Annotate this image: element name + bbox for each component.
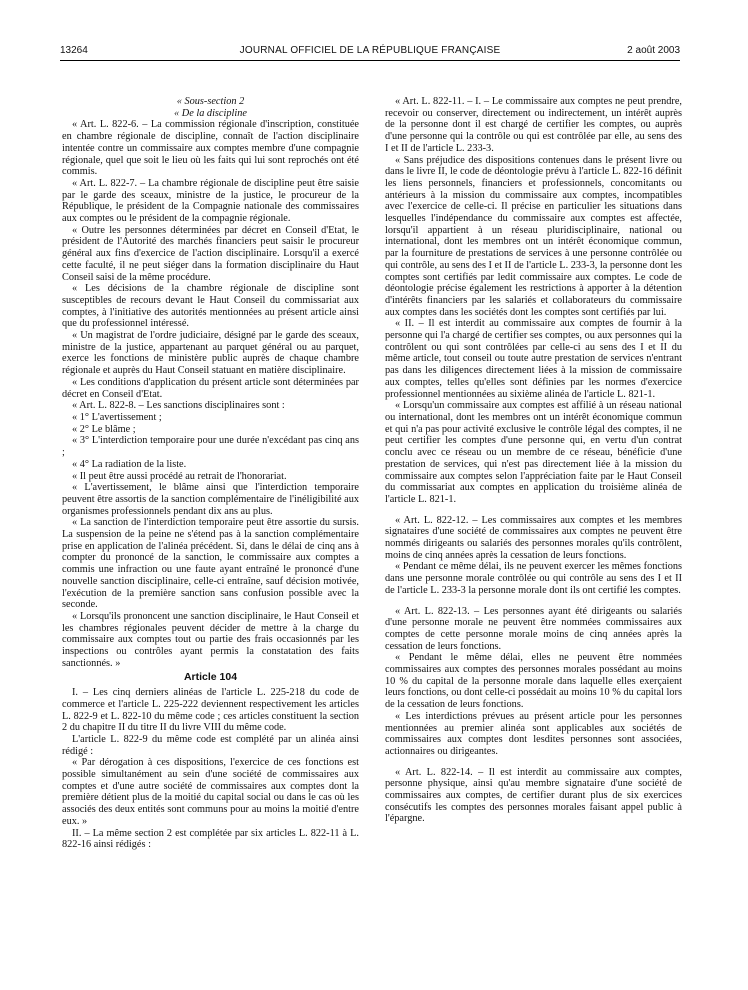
publication-date: 2 août 2003	[627, 45, 680, 56]
paragraph: II. – La même section 2 est complétée par six articles L. 822-11 à L. 822-16 ainsi rédigés :	[62, 827, 359, 851]
paragraph: « Art. L. 822-12. – Les commissaires aux comptes et les membres signataires d'une société de commissaires aux comptes ne peuvent être nommés dirigeants ou salariés des personnes morales qu'ils contrôlent, moins de cinq années après la cessation de leurs fonctions.	[385, 514, 682, 561]
article-heading: Article 104	[183, 671, 238, 684]
subsection-subtitle: « De la discipline	[174, 107, 247, 119]
list-item: « 2° Le blâme ;	[72, 423, 136, 435]
paragraph: « Art. L. 822-7. – La chambre régionale de discipline peut être saisie par le garde des sceaux, ministre de la justice, le procureur de la République, le président de la Compagnie nationale des commissaires aux comptes ou le président de la compagnie régionale.	[62, 177, 359, 225]
page-header	[60, 45, 680, 59]
paragraph: « Un magistrat de l'ordre judiciaire, désigné par le garde des sceaux, ministre de la justice, appartenant au parquet général ou au parquet, exerce les fonctions de ministère public auprès de chaque chambre régionale et auprès du Haut Conseil statuant en matière disciplinaire.	[62, 330, 359, 377]
page-number: 13264	[60, 45, 88, 56]
paragraph: « Les conditions d'application du présent article sont déterminées par décret en Conseil d'Etat.	[62, 376, 359, 400]
paragraph: « Outre les personnes déterminées par décret en Conseil d'Etat, le président de l'Autorité des marchés financiers peut saisir le procureur général aux fins d'exercice de l'action disciplinaire. Lorsqu'il a exercé cette faculté, il ne peut siéger dans la formation disciplinaire du Haut Conseil saisi de la même procédure.	[62, 224, 359, 283]
list-item: « 1° L'avertissement ;	[72, 411, 162, 423]
paragraph: « Lorsqu'un commissaire aux comptes est affilié à un réseau national ou international, dont les membres ont un intérêt économique commun et qui n'a pas pour activité exclusive le contrôle légal des comptes, il ne peut certifier les comptes d'une personne qui, en vertu d'un contrat conclu avec ce réseau ou un membre de ce réseau, bénéficie d'une prestation de services, qui n'est pas directement liée à la mission du commissaire aux comptes selon l'appréciation faite par le Haut Conseil du commissariat aux comptes en application du troisième alinéa de l'article L. 821-1.	[385, 400, 682, 505]
paragraph: « La sanction de l'interdiction temporaire peut être assortie du sursis. La suspension de la peine ne s'étend pas à la sanction complémentaire prise en application de l'alinéa précédent. Si, dans le délai de cinq ans à compter du prononcé de la sanction, le commissaire aux comptes a commis une infraction ou une faute ayant entraîné le prononcé d'une nouvelle sanction disciplinaire, celle-ci entraîne, sauf décision motivée, l'exécution de la première sanction sans confusion possible avec la seconde.	[62, 517, 359, 611]
paragraph: « Pendant le même délai, elles ne peuvent être nommées commissaires aux comptes des personnes morales possédant au moins 10 % du capital de la personne morale dans laquelle elles exerçaient leurs fonctions, ou dont celle-ci possédait au moins 10 % du capital lors de la cessation de leurs fonctions.	[385, 652, 682, 711]
paragraph: « Les décisions de la chambre régionale de discipline sont susceptibles de recours devant le Haut Conseil du commissariat aux comptes, à l'initiative des autorités mentionnées au présent article ainsi que du professionnel intéressé.	[62, 283, 359, 330]
paragraph: « II. – Il est interdit au commissaire aux comptes de fournir à la personne qui l'a chargé de certifier ses comptes, ou aux personnes qui la contrôlent ou qui sont contrôlées par celle-ci au sens des I et II du même article, tout conseil ou toute autre prestation de services n'entrant pas dans les diligences directement liées à la mission de commissaire aux comptes, telles qu'elles sont définies par les normes d'exercice professionnel mentionnées au sixième alinéa de l'article L. 821-1.	[385, 318, 682, 400]
paragraph: « Lorsqu'ils prononcent une sanction disciplinaire, le Haut Conseil et les chambres régionales peuvent décider de mettre à la charge du commissaire aux comptes tout ou partie des frais occasionnés par les inspections ou contrôles ayant permis la constatation des faits sanctionnés. »	[62, 610, 359, 669]
subsection-title: « Sous-section 2	[176, 96, 245, 107]
paragraph: I. – Les cinq derniers alinéas de l'article L. 225-218 du code de commerce et l'article L. 225-222 deviennent respectivement les articles L. 822-9 et L. 822-10 du même code ; ces articles constituent la section 2 du chapitre II du titre II du livre VIII du même code.	[62, 687, 359, 734]
paragraph: « L'avertissement, le blâme ainsi que l'interdiction temporaire peuvent être assortis de la sanction complémentaire de l'inéligibilité aux organismes professionnels pendant dix ans au plus.	[62, 482, 359, 517]
paragraph: « Pendant ce même délai, ils ne peuvent exercer les mêmes fonctions dans une personne morale contrôlée ou qui contrôle au sens des I et II de l'article L. 233-3 la personne morale dont ils ont certifié les comptes.	[385, 561, 682, 596]
right-column	[385, 96, 682, 825]
paragraph: L'article L. 822-9 du même code est complété par un alinéa ainsi rédigé :	[62, 733, 359, 757]
paragraph: « Art. L. 822-14. – Il est interdit au commissaire aux comptes, personne physique, ainsi qu'au membre signataire d'une société de commissaires aux comptes, de certifier durant plus de six exercices consécutifs les comptes des personnes morales faisant appel public à l'épargne.	[385, 766, 682, 825]
paragraph: « Par dérogation à ces dispositions, l'exercice de ces fonctions est possible simultanément au sein d'une société de commissaires aux comptes et d'une autre société de commissaires aux comptes dont la première détient plus de la moitié du capital social ou dans le cas où les associés des deux entités sont communs pour au moins la moitié d'entre eux. »	[62, 757, 359, 827]
paragraph: « Les interdictions prévues au présent article pour les personnes mentionnées au premier alinéa sont applicables aux sociétés de commissaires aux comptes dont lesdites personnes sont associées, actionnaires ou dirigeantes.	[385, 710, 682, 757]
paragraph: « Il peut être aussi procédé au retrait de l'honorariat.	[72, 470, 287, 482]
list-item: « 4° La radiation de la liste.	[72, 458, 187, 470]
header-rule	[60, 60, 680, 61]
paragraph: « Art. L. 822-6. – La commission régionale d'inscription, constituée en chambre régionale de discipline, connaît de l'action disciplinaire intentée contre un commissaire aux comptes membre d'une compagnie régionale, quel que soit le lieu où les faits qui lui sont reprochés ont été commis.	[62, 119, 359, 178]
paragraph: « Art. L. 822-11. – I. – Le commissaire aux comptes ne peut prendre, recevoir ou conserver, directement ou indirectement, un intérêt auprès de la personne dont il est chargé de certifier les comptes, ou auprès d'une personne qui la contrôle ou qui est contrôlée par elle, au sens des I et II de l'article L. 233-3.	[385, 96, 682, 154]
left-column	[62, 96, 359, 851]
paragraph: « Art. L. 822-13. – Les personnes ayant été dirigeants ou salariés d'une personne morale ne peuvent être nommées commissaires aux comptes de cette personne morale moins de cinq années après la cessation de leurs fonctions.	[385, 605, 682, 652]
paragraph: « Art. L. 822-8. – Les sanctions disciplinaires sont :	[72, 400, 285, 412]
paragraph: « Sans préjudice des dispositions contenues dans le présent livre ou dans le livre II, le code de déontologie prévu à l'article L. 822-16 définit les liens personnels, financiers et professionnels, concomitants ou antérieurs à la mission du commissaire aux comptes, incompatibles avec l'exercice de celle-ci. Il précise en particulier les situations dans lesquelles l'indépendance du commissaire aux comptes est affectée, lorsqu'il appartient à un réseau pluridisciplinaire, national ou international, dont les membres ont un intérêt économique commun, par la fourniture de prestations de services à une personne contrôlée ou qui contrôle, au sens des I et II de l'article L. 233-3, la personne dont les comptes sont certifiés par ledit commissaire aux comptes. Le code de déontologie précise également les restrictions à apporter à la détention d'intérêts financiers par les salariés et collaborateurs du commissaire aux comptes dans les sociétés dont les comptes sont certifiés par lui.	[385, 154, 682, 318]
journal-title: JOURNAL OFFICIEL DE LA RÉPUBLIQUE FRANÇAISE	[239, 45, 501, 56]
list-item: « 3° L'interdiction temporaire pour une durée n'excédant pas cinq ans ;	[62, 435, 359, 459]
